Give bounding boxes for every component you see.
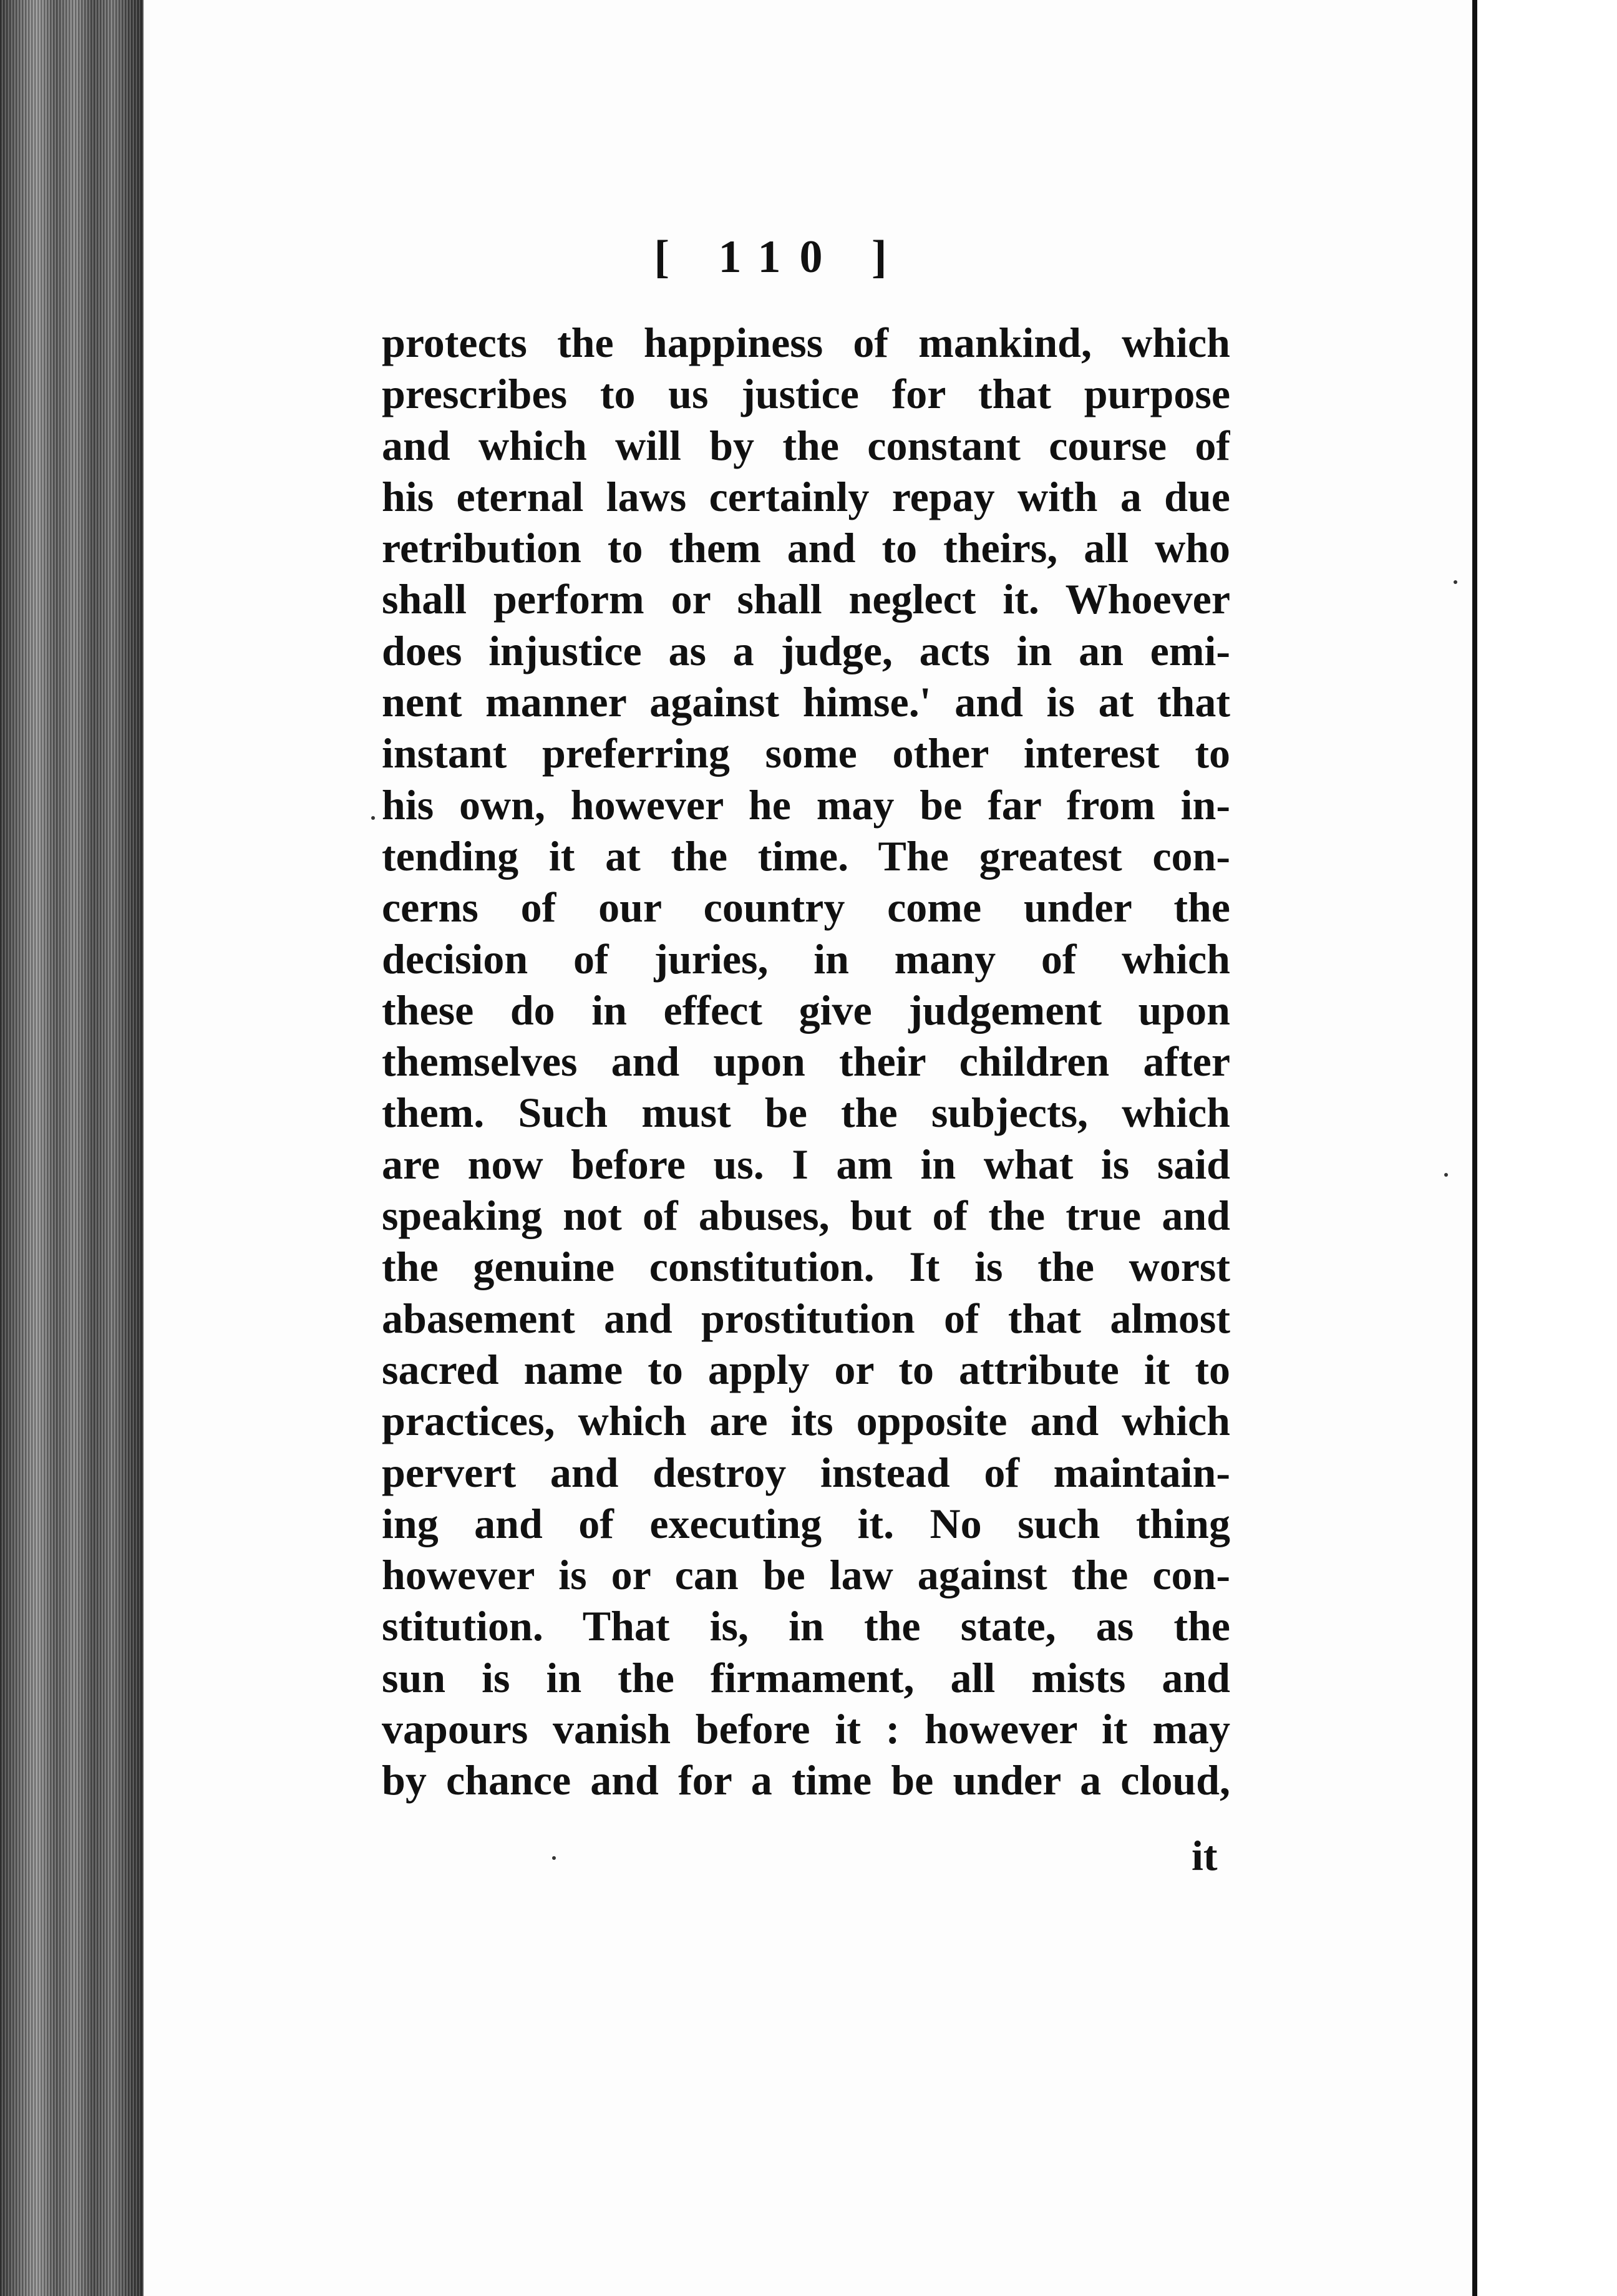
text-line: pervert and destroy instead of maintain- xyxy=(382,1448,1230,1496)
text-line: protects the happiness of mankind, which xyxy=(382,319,1230,366)
text-line: retribution to them and to theirs, all who xyxy=(382,524,1230,572)
text-line: his eternal laws certainly repay with a due xyxy=(382,472,1230,520)
text-line: instant preferring some other interest to xyxy=(382,729,1230,777)
text-line: speaking not of abuses, but of the true and xyxy=(382,1192,1230,1240)
text-line: by chance and for a time be under a cloud, xyxy=(382,1756,1230,1804)
text-line: however is or can be law against the con- xyxy=(382,1551,1230,1599)
text-line: cerns of our country come under the xyxy=(382,883,1230,932)
text-line: these do in effect give judgement upon xyxy=(382,986,1230,1034)
text-line: sacred name to apply or to attribute it to xyxy=(382,1345,1230,1393)
text-line: and which will by the constant course of xyxy=(382,421,1230,469)
text-line: does injustice as a judge, acts in an emi- xyxy=(382,626,1230,674)
body-text xyxy=(382,317,1230,1806)
text-line: decision of juries, in many of which xyxy=(382,935,1230,983)
text-line: the genuine constitution. It is the worst xyxy=(382,1243,1230,1291)
text-line: ing and of executing it. No such thing xyxy=(382,1499,1230,1547)
book-edge-shadow xyxy=(0,0,143,2296)
scan-speck xyxy=(1454,580,1457,584)
page-gutter xyxy=(1472,0,1477,2296)
facing-page-edge xyxy=(1477,0,1617,2296)
catchword: it xyxy=(1192,1832,1218,1879)
text-line: practices, which are its opposite and which xyxy=(382,1397,1230,1445)
text-line: them. Such must be the subjects, which xyxy=(382,1089,1230,1137)
scan-speck xyxy=(552,1856,556,1860)
scan-speck xyxy=(1444,1173,1448,1177)
text-line: prescribes to us justice for that purpose xyxy=(382,370,1230,418)
scan-speck xyxy=(371,816,375,820)
text-line: stitution. That is, in the state, as the xyxy=(382,1602,1230,1650)
text-line: abasement and prostitution of that almost xyxy=(382,1294,1230,1342)
text-line: vapours vanish before it : however it may xyxy=(382,1705,1230,1753)
text-line: tending it at the time. The greatest con- xyxy=(382,832,1230,880)
text-line: are now before us. I am in what is said xyxy=(382,1140,1230,1188)
page-number: [ 110 ] xyxy=(654,231,906,283)
text-line: nent manner against himse.' and is at that xyxy=(382,678,1230,726)
text-line: his own, however he may be far from in- xyxy=(382,781,1230,829)
text-line: shall perform or shall neglect it. Whoever xyxy=(382,575,1230,623)
text-line: themselves and upon their children after xyxy=(382,1038,1230,1086)
text-line: sun is in the firmament, all mists and xyxy=(382,1653,1230,1701)
